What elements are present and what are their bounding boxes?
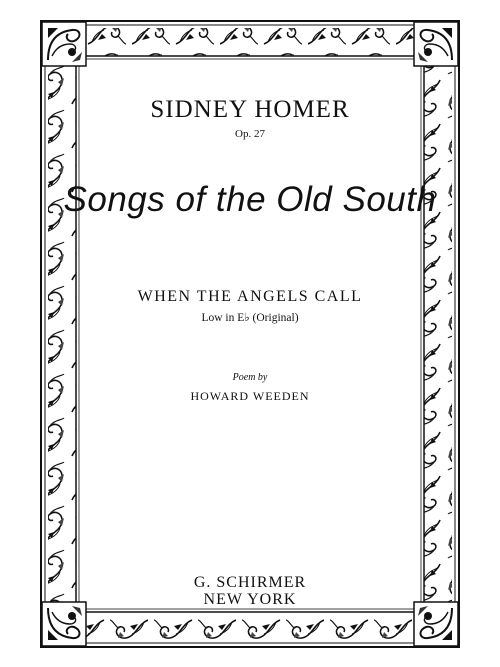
publisher-name: G. SCHIRMER	[193, 574, 307, 591]
opus-number: Op. 27	[235, 128, 265, 140]
voice-key-note: Low in E♭ (Original)	[201, 312, 299, 324]
poet-name: HOWARD WEEDEN	[190, 389, 310, 403]
publisher-city: NEW YORK	[203, 591, 297, 608]
song-title: WHEN THE ANGELS CALL	[137, 288, 363, 305]
poem-by-label: Poem by	[232, 372, 268, 383]
composer-name: SIDNEY HOMER	[150, 96, 350, 123]
series-title: Songs of the Old South	[63, 180, 437, 219]
